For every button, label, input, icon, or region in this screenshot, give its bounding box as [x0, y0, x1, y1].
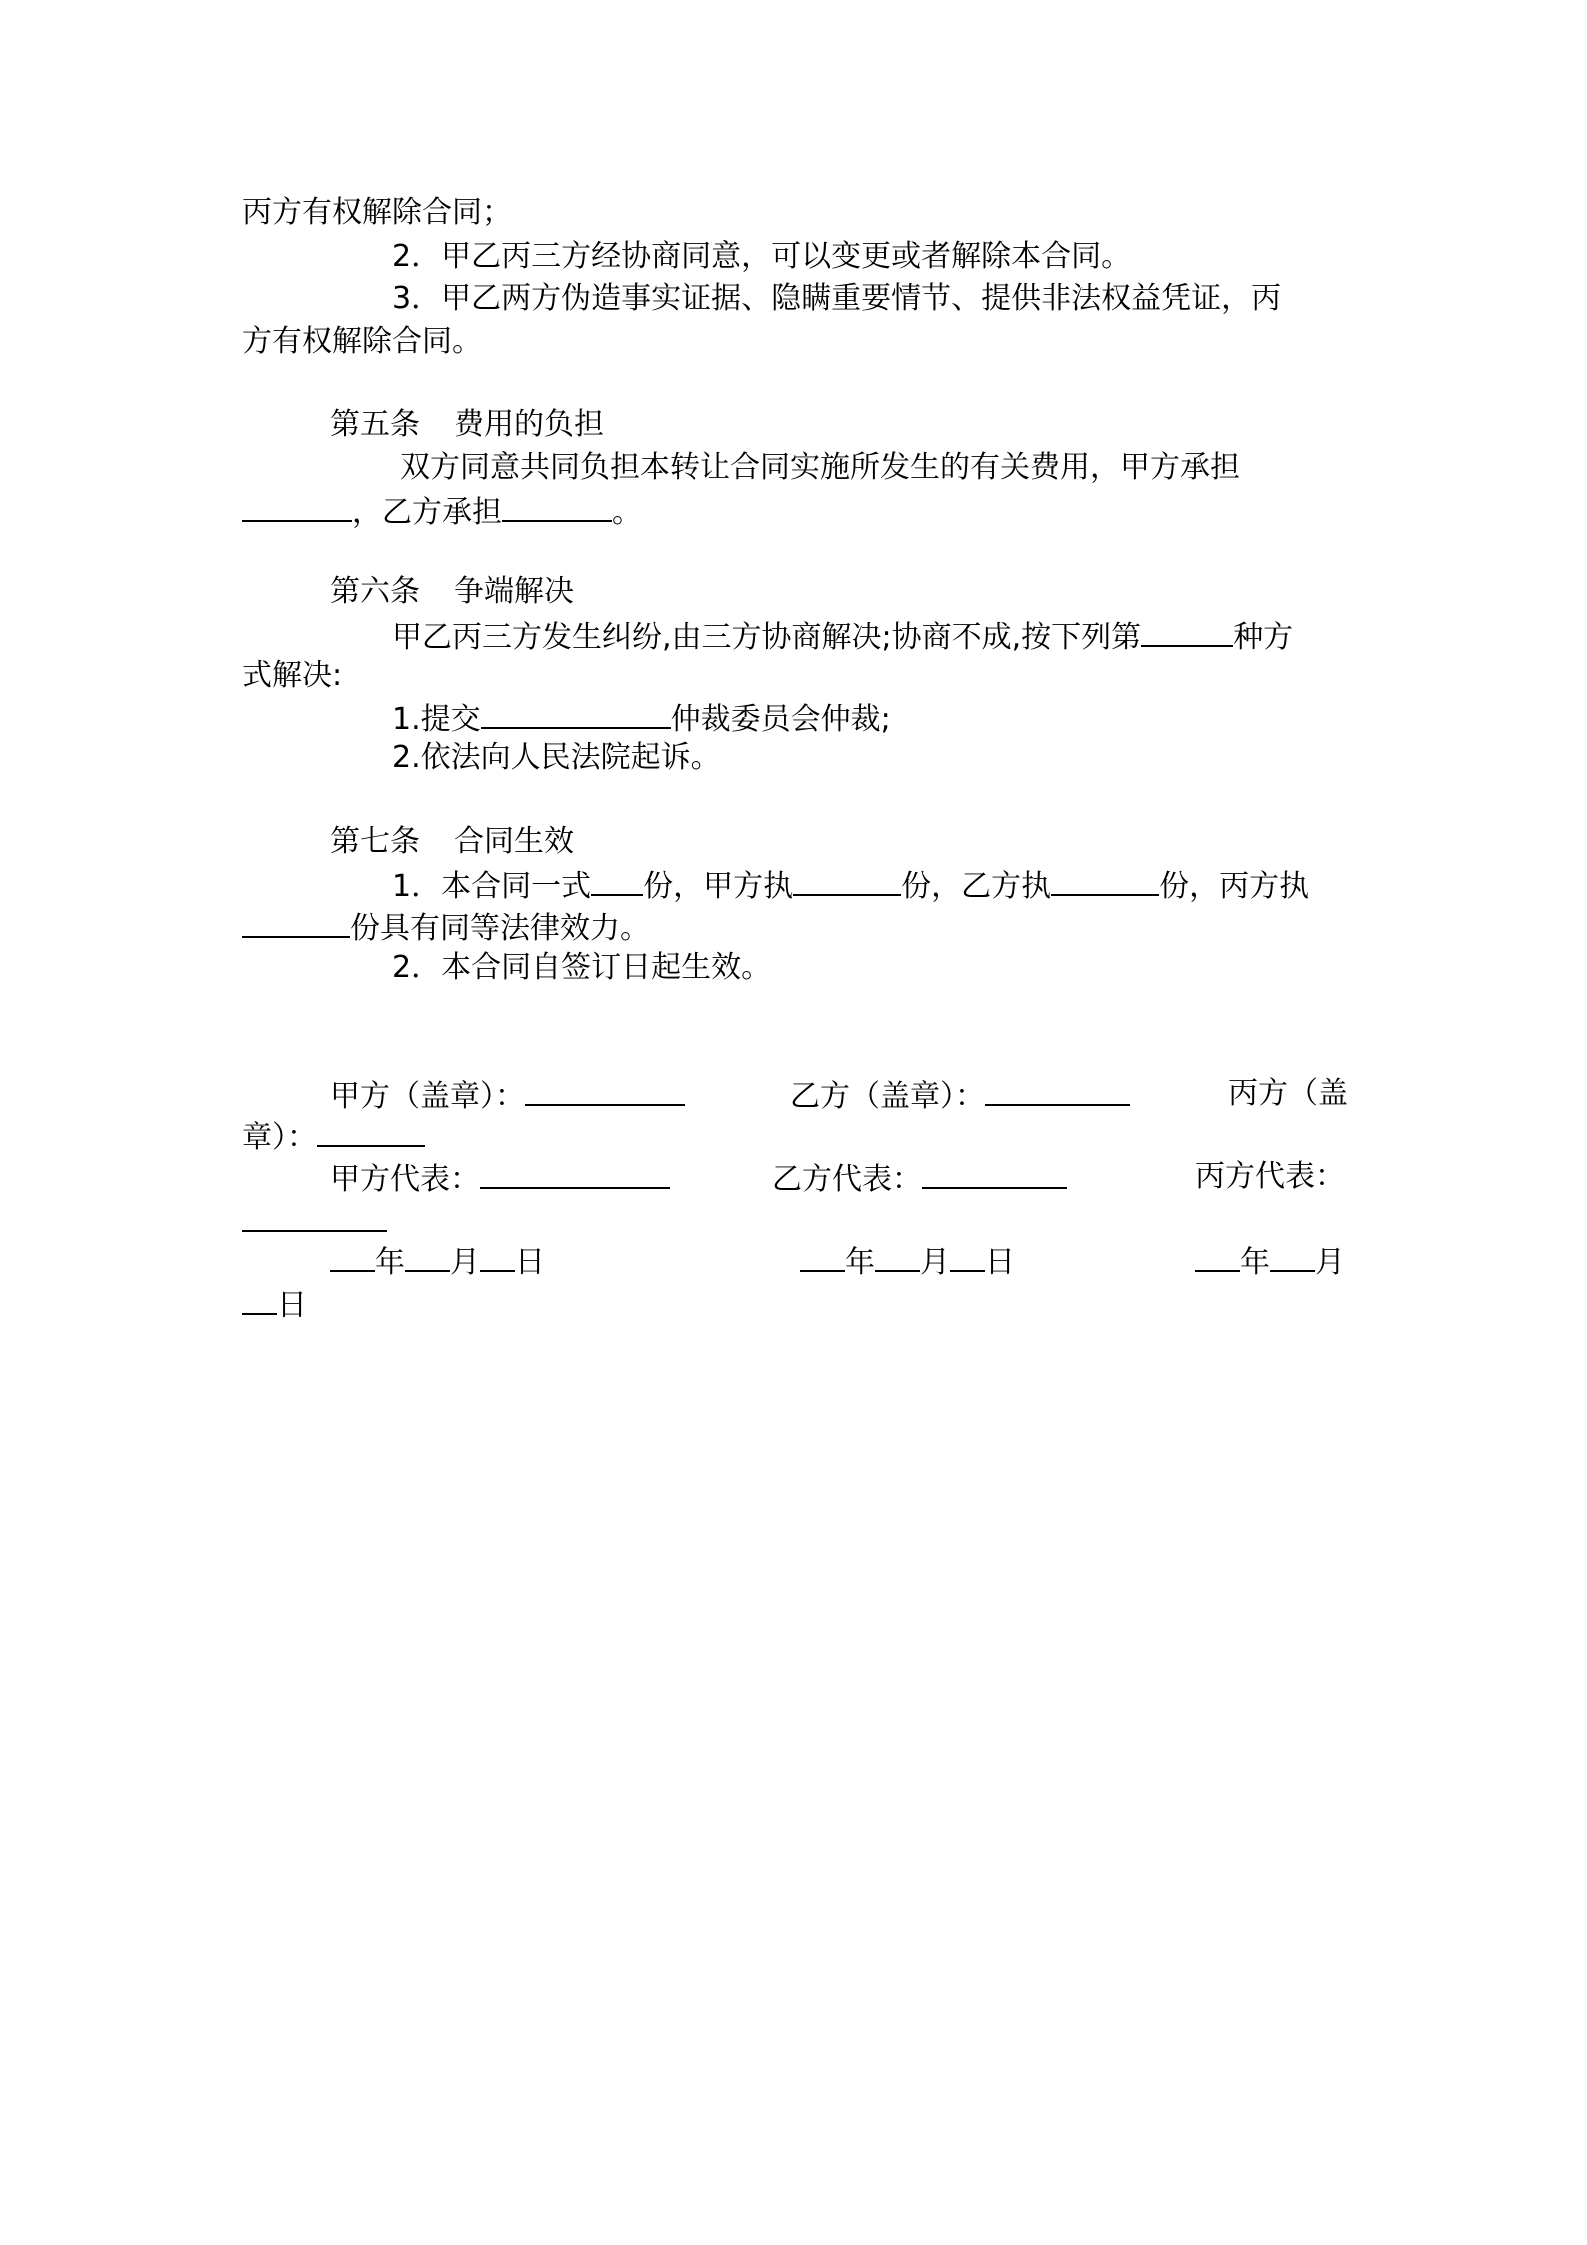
party-c-rep-label: 丙方代表：: [1195, 1159, 1345, 1194]
sec5-number: 第五条: [330, 407, 420, 442]
party-c-seal-blank[interactable]: [317, 1115, 425, 1147]
party-a-seal-label: 甲方（盖章）：: [330, 1079, 525, 1114]
party-c-seal-label-b: 章）：: [242, 1120, 317, 1155]
party-b-month-blank[interactable]: [875, 1240, 920, 1272]
sec7-title: 合同生效: [454, 824, 574, 859]
sec4-item3-b: 方有权解除合同。: [242, 324, 482, 359]
sec4-line1: 丙方有权解除合同；: [242, 195, 512, 230]
party-a-seal: [330, 1074, 685, 1117]
sec7-item1-part-e: 份具有同等法律效力。: [350, 911, 650, 946]
party-c-day-label: 日: [277, 1288, 307, 1323]
party-b-seal-label: 乙方（盖章）：: [790, 1079, 985, 1114]
sec6-body-a1: 甲乙丙三方发生纠纷,由三方协商解决;协商不成,按下列第: [392, 620, 1142, 655]
party-c-copies-blank[interactable]: [242, 906, 350, 938]
arbitration-committee-blank[interactable]: [481, 697, 671, 729]
party-a-cost-blank[interactable]: [242, 490, 352, 522]
party-a-day-label: 日: [515, 1245, 545, 1280]
party-b-day-label: 日: [985, 1245, 1015, 1280]
sec6-number: 第六条: [330, 574, 420, 609]
party-c-date-day: [242, 1283, 307, 1326]
party-b-month-label: 月: [920, 1245, 950, 1280]
party-a-rep-label: 甲方代表：: [330, 1162, 480, 1197]
party-b-rep: [772, 1157, 1067, 1200]
sec5-body-b1: ，乙方承担: [352, 495, 502, 530]
party-c-month-label: 月: [1315, 1245, 1345, 1280]
party-b-day-blank[interactable]: [950, 1240, 985, 1272]
sec6-body-b: 式解决:: [242, 658, 343, 693]
sec7-item1-part-c: 份，乙方执: [901, 869, 1052, 904]
sec4-item3-a: 3．甲乙两方伪造事实证据、隐瞒重要情节、提供非法权益凭证，丙: [392, 281, 1282, 316]
sec7-heading: [330, 822, 574, 862]
sec7-number: 第七条: [330, 824, 420, 859]
sec7-item1-part-a: 1．本合同一式: [392, 869, 592, 904]
sec7-item1-part-d: 份，丙方执: [1159, 869, 1310, 904]
sec7-item1-a: [392, 864, 1309, 907]
party-a-rep-blank[interactable]: [480, 1157, 670, 1189]
party-b-cost-blank[interactable]: [502, 490, 612, 522]
sec5-body-b: [242, 490, 642, 533]
sec7-item1-part-b: 份，甲方执: [643, 869, 794, 904]
party-b-copies-blank[interactable]: [1051, 864, 1159, 896]
sec6-option1-b: 仲裁委员会仲裁;: [670, 702, 891, 737]
party-b-year-blank[interactable]: [800, 1240, 845, 1272]
party-a-year-blank[interactable]: [330, 1240, 375, 1272]
party-a-month-label: 月: [450, 1245, 480, 1280]
sec5-body-b2: 。: [612, 495, 642, 530]
party-a-day-blank[interactable]: [480, 1240, 515, 1272]
party-a-copies-blank[interactable]: [793, 864, 901, 896]
party-c-seal: [242, 1115, 425, 1158]
sec6-option1-a: 1.提交: [392, 702, 481, 737]
sec6-heading: [330, 572, 574, 612]
copies-total-blank[interactable]: [591, 864, 643, 896]
sec6-body-a: [392, 615, 1293, 658]
sec6-title: 争端解决: [454, 574, 574, 609]
sec4-item2: 2．甲乙丙三方经协商同意，可以变更或者解除本合同。: [392, 239, 1132, 274]
party-c-day-blank[interactable]: [242, 1283, 277, 1315]
party-c-seal-label-a: 丙方（盖: [1228, 1076, 1348, 1111]
sec6-option2: 2.依法向人民法院起诉。: [392, 740, 721, 775]
party-b-rep-blank[interactable]: [922, 1157, 1067, 1189]
party-a-month-blank[interactable]: [405, 1240, 450, 1272]
party-a-date: [330, 1240, 545, 1283]
party-c-rep: [242, 1200, 387, 1243]
party-b-rep-label: 乙方代表：: [772, 1162, 922, 1197]
party-b-date: [800, 1240, 1015, 1283]
party-c-rep-blank[interactable]: [242, 1200, 387, 1232]
dispute-method-blank[interactable]: [1141, 615, 1233, 647]
sec5-title: 费用的负担: [454, 407, 604, 442]
party-a-rep: [330, 1157, 670, 1200]
sec7-item1-b: [242, 906, 650, 949]
party-a-year-label: 年: [375, 1245, 405, 1280]
party-a-seal-blank[interactable]: [525, 1074, 685, 1106]
sec6-option1: [392, 697, 891, 740]
party-c-date: [1195, 1240, 1345, 1283]
sec5-heading: [330, 405, 604, 445]
party-c-month-blank[interactable]: [1270, 1240, 1315, 1272]
sec7-item2: 2．本合同自签订日起生效。: [392, 950, 772, 985]
sec5-body-a: 双方同意共同负担本转让合同实施所发生的有关费用，甲方承担: [400, 450, 1240, 485]
party-b-seal-blank[interactable]: [985, 1074, 1130, 1106]
sec6-body-a2: 种方: [1233, 620, 1294, 655]
party-b-seal: [790, 1074, 1130, 1117]
party-b-year-label: 年: [845, 1245, 875, 1280]
party-c-year-label: 年: [1240, 1245, 1270, 1280]
party-c-year-blank[interactable]: [1195, 1240, 1240, 1272]
